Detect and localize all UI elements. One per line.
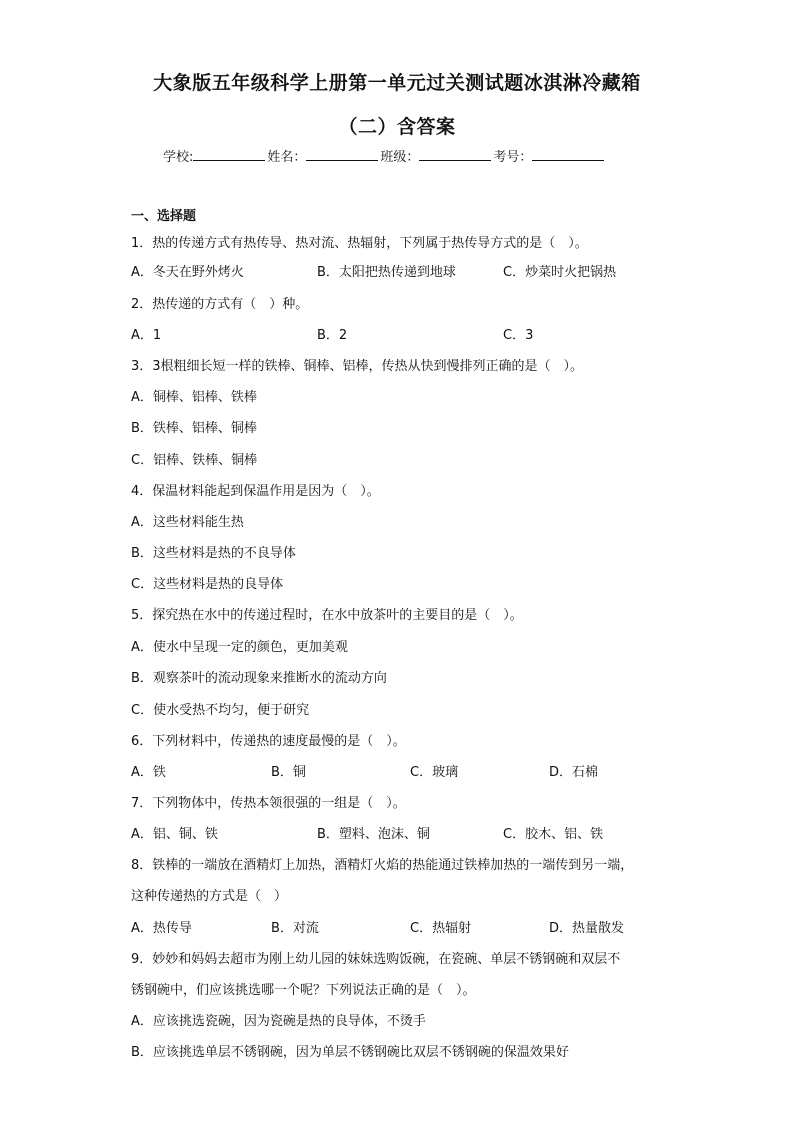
- question-9-option-b: B．应该挑选单层不锈钢碗，因为单层不锈钢碗比双层不锈钢碗的保温效果好: [131, 1045, 569, 1060]
- question-7-option-b: B．塑料、泡沫、铜: [317, 827, 430, 842]
- question-5-option-c: C．使水受热不均匀，便于研究: [131, 703, 310, 718]
- question-1-option-a: A．冬天在野外烤火: [131, 265, 244, 280]
- question-8-option-d: D．热量散发: [549, 921, 625, 936]
- question-9-stem-line2: 锈钢碗中，们应该挑选哪一个呢？下列说法正确的是（ ）。: [131, 983, 476, 998]
- question-3-option-b: B．铁棒、铝棒、铜棒: [131, 421, 257, 436]
- section-heading: 一、选择题: [131, 209, 197, 224]
- question-5-option-a: A．使水中呈现一定的颜色，更加美观: [131, 640, 348, 655]
- question-4-option-b: B．这些材料是热的不良导体: [131, 546, 296, 561]
- class-label: 班级：: [380, 150, 420, 165]
- question-7-stem: 7．下列物体中，传热本领很强的一组是（ ）。: [131, 796, 406, 811]
- question-9-option-a: A．应该挑选瓷碗，因为瓷碗是热的良导体，不烫手: [131, 1014, 426, 1029]
- question-8-option-b: B．对流: [271, 921, 319, 936]
- question-7-option-c: C．胶木、铝、铁: [503, 827, 604, 842]
- question-6-option-d: D．石棉: [549, 765, 599, 780]
- question-6-option-a: A．铁: [131, 765, 166, 780]
- question-2-option-a: A．1: [131, 328, 162, 343]
- question-9-stem-line1: 9．妙妙和妈妈去超市为刚上幼儿园的妹妹选购饭碗，在瓷碗、单层不锈钢碗和双层不: [131, 952, 621, 967]
- name-blank[interactable]: [306, 147, 378, 161]
- number-blank[interactable]: [532, 147, 604, 161]
- school-label: 学校:: [163, 150, 194, 165]
- question-4-stem: 4．保温材料能起到保温作用是因为（ ）。: [131, 484, 380, 499]
- question-5-stem: 5．探究热在水中的传递过程时，在水中放茶叶的主要目的是（ ）。: [131, 608, 523, 623]
- question-4-option-a: A．这些材料能生热: [131, 515, 244, 530]
- number-label: 考号：: [493, 150, 533, 165]
- name-label: 姓名：: [267, 150, 307, 165]
- class-blank[interactable]: [419, 147, 491, 161]
- page-title: 大象版五年级科学上册第一单元过关测试题冰淇淋冷藏箱: [153, 72, 641, 94]
- question-8-stem-line2: 这种传递热的方式是（ ）: [131, 889, 288, 904]
- question-7-option-a: A．铝、铜、铁: [131, 827, 218, 842]
- question-1-option-b: B．太阳把热传递到地球: [317, 265, 456, 280]
- question-5-option-b: B．观察茶叶的流动现象来推断水的流动方向: [131, 671, 387, 686]
- question-6-option-b: B．铜: [271, 765, 306, 780]
- question-8-option-c: C．热辐射: [410, 921, 472, 936]
- question-3-option-a: A．铜棒、铝棒、铁棒: [131, 390, 257, 405]
- question-2-stem: 2．热传递的方式有（ ）种。: [131, 297, 309, 312]
- question-1-stem: 1．热的传递方式有热传导、热对流、热辐射，下列属于热传导方式的是（ ）。: [131, 236, 588, 251]
- question-4-option-c: C．这些材料是热的良导体: [131, 577, 284, 592]
- question-2-option-b: B．2: [317, 328, 348, 343]
- question-6-stem: 6．下列材料中，传递热的速度最慢的是（ ）。: [131, 734, 406, 749]
- page-subtitle: （二）含答案: [338, 116, 456, 138]
- question-3-stem: 3．3根粗细长短一样的铁棒、铜棒、铝棒，传热从快到慢排列正确的是（ ）。: [131, 359, 584, 374]
- school-blank[interactable]: [193, 147, 265, 161]
- student-info-row: [163, 146, 606, 165]
- question-2-option-c: C．3: [503, 328, 534, 343]
- question-3-option-c: C．铝棒、铁棒、铜棒: [131, 453, 258, 468]
- question-1-option-c: C．炒菜时火把锅热: [503, 265, 617, 280]
- question-6-option-c: C．玻璃: [410, 765, 459, 780]
- question-8-stem-line1: 8．铁棒的一端放在酒精灯上加热，酒精灯火焰的热能通过铁棒加热的一端传到另一端，: [131, 858, 634, 873]
- question-8-option-a: A．热传导: [131, 921, 192, 936]
